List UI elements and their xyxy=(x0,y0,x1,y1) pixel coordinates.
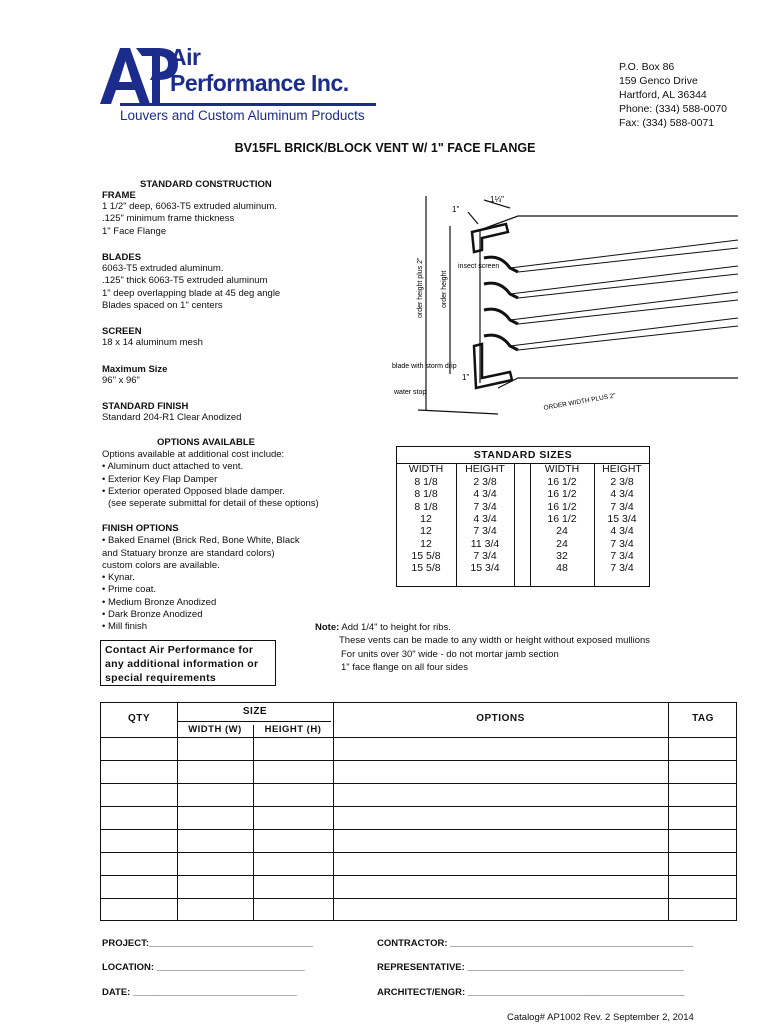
contact-line: special requirements xyxy=(105,672,217,684)
order-row-divider xyxy=(101,783,736,784)
company-name-line1: Air xyxy=(170,44,201,70)
sizes-cell: 4 3/4 xyxy=(610,525,634,538)
sizes-cell: 7 3/4 xyxy=(610,500,634,513)
sizes-cell: 16 1/2 xyxy=(547,476,577,488)
sizes-cell: 2 3/8 xyxy=(610,476,634,488)
sizes-cell: 4 3/4 xyxy=(473,512,497,525)
blades-line: 6063-T5 extruded aluminum. xyxy=(102,263,224,274)
finish-option-item: • Kynar. xyxy=(102,572,135,584)
finish-option-item: • Baked Enamel (Brick Red, Bone White, Black xyxy=(102,535,300,547)
overall-width-label: ORDER WIDTH PLUS 2" xyxy=(543,392,617,412)
finish-option-item: • Medium Bronze Anodized xyxy=(102,596,217,608)
sizes-cell: 4 3/4 xyxy=(610,488,634,501)
sizes-cell: 11 3/4 xyxy=(470,537,500,550)
construction-finish xyxy=(102,401,241,424)
sizes-cell: 7 3/4 xyxy=(610,562,634,575)
maxsize-line: 96" x 96" xyxy=(102,375,140,386)
sizes-col-divider xyxy=(514,464,515,587)
construction-frame xyxy=(102,190,277,238)
architect-field[interactable]: ARCHITECT/ENGR: _________________________________________ xyxy=(377,987,685,998)
sizes-cell: 12 xyxy=(420,512,432,525)
date-field[interactable]: DATE: _______________________________ xyxy=(102,987,297,998)
project-field[interactable]: PROJECT:_______________________________ xyxy=(102,938,313,949)
note-line xyxy=(315,621,650,634)
note-label: Note: xyxy=(315,622,340,633)
sizes-cell: 15 5/8 xyxy=(411,562,441,575)
sizes-cell: 12 xyxy=(420,537,432,550)
representative-field[interactable]: REPRESENTATIVE: _________________________________________ xyxy=(377,962,685,973)
sizes-cell: 7 3/4 xyxy=(610,549,634,562)
sizes-cell: 2 3/8 xyxy=(473,476,497,488)
frame-line: .125" minimum frame thickness xyxy=(102,213,235,225)
sizes-cell: 4 3/4 xyxy=(473,488,497,501)
width-header: WIDTH (W) xyxy=(188,724,242,735)
finish-line: Standard 204-R1 Clear Anodized xyxy=(102,412,242,423)
screen-label: SCREEN xyxy=(102,326,142,337)
blades-line: .125" thick 6063-T5 extruded aluminum xyxy=(102,275,268,287)
note-text: Add 1/4" to height for ribs. xyxy=(341,622,451,633)
construction-blades xyxy=(102,252,280,312)
order-row-divider xyxy=(177,721,331,722)
insect-screen-label: insect screen xyxy=(458,263,500,270)
sizes-cell: 7 3/4 xyxy=(610,537,634,550)
finish-option-item: custom colors are available. xyxy=(102,559,220,571)
frame-line: 1 1/2" deep, 6063-T5 extruded aluminum. xyxy=(102,201,278,212)
order-row-divider xyxy=(101,898,736,899)
finish-option-item: • Dark Bronze Anodized xyxy=(102,609,203,621)
sizes-cell: 12 xyxy=(420,525,432,538)
address-line: Phone: (334) 588-0070 xyxy=(619,103,727,115)
finish-option-item: • Mill finish xyxy=(102,621,148,633)
screen-line: 18 x 14 aluminum mesh xyxy=(102,337,203,348)
size-header: SIZE xyxy=(242,706,268,717)
blades-line: Blades spaced on 1" centers xyxy=(102,299,223,311)
order-row-divider xyxy=(101,737,736,738)
sizes-cell: 8 1/8 xyxy=(414,476,438,488)
qty-header: QTY xyxy=(127,713,151,724)
tag-header: TAG xyxy=(692,713,714,724)
sizes-header-cell: HEIGHT xyxy=(602,463,642,475)
construction-heading: STANDARD CONSTRUCTION xyxy=(140,179,272,190)
company-name-line2: Performance Inc. xyxy=(170,70,349,96)
option-item: (see seperate submittal for detail of these options) xyxy=(108,498,319,510)
finish-label: STANDARD FINISH xyxy=(102,401,189,412)
order-table xyxy=(100,702,737,921)
frame-label: FRAME xyxy=(102,190,136,201)
sizes-cell: 15 3/4 xyxy=(607,512,637,525)
note-line: For units over 30" wide - do not mortar jamb section xyxy=(341,648,559,660)
options-heading: OPTIONS AVAILABLE xyxy=(157,437,255,448)
dim-flange-label: 1" xyxy=(452,205,460,214)
sizes-cell: 15 3/4 xyxy=(470,562,500,575)
sizes-header-cell: HEIGHT xyxy=(465,463,505,475)
order-row-divider xyxy=(101,760,736,761)
address-line: P.O. Box 86 xyxy=(619,61,675,73)
order-col-divider xyxy=(253,725,254,920)
sizes-cell: 16 1/2 xyxy=(547,512,577,525)
note-line: 1" face flange on all four sides xyxy=(341,662,468,674)
height-header: HEIGHT (H) xyxy=(264,724,322,735)
note xyxy=(315,621,650,675)
dim-bottom-label: 1" xyxy=(462,373,470,382)
address-line: Hartford, AL 36344 xyxy=(619,89,707,101)
sizes-cell: 48 xyxy=(556,562,568,575)
contact-line: Contact Air Performance for xyxy=(105,644,254,656)
contact-line: any additional information or xyxy=(105,658,259,670)
order-height-label: order height xyxy=(441,270,448,308)
order-row-divider xyxy=(101,852,736,853)
blades-line: 1" deep overlapping blade at 45 deg angle xyxy=(102,287,281,299)
finish-option-item: • Prime coat. xyxy=(102,584,157,596)
page-title: BV15FL BRICK/BLOCK VENT W/ 1" FACE FLANGE xyxy=(234,141,536,155)
address-line: 159 Genco Drive xyxy=(619,75,698,87)
options-header: OPTIONS xyxy=(476,713,525,724)
sizes-cell: 24 xyxy=(556,525,568,538)
catalog-footer: Catalog# AP1002 Rev. 2 September 2, 2014 xyxy=(507,1012,694,1023)
sizes-cell: 7 3/4 xyxy=(473,549,497,562)
sizes-cell: 8 1/8 xyxy=(414,488,438,501)
options-intro: Options available at additional cost include: xyxy=(102,449,285,460)
sizes-cell: 7 3/4 xyxy=(473,525,497,538)
order-col-divider xyxy=(333,703,334,920)
contractor-field[interactable]: CONTRACTOR: ______________________________________________ xyxy=(377,938,694,949)
construction-screen xyxy=(102,326,203,349)
order-row-divider xyxy=(101,806,736,807)
order-height-plus-label: order height plus 2" xyxy=(417,257,424,318)
options-list xyxy=(102,449,319,510)
company-address xyxy=(619,60,727,130)
option-item: • Exterior Key Flap Damper xyxy=(102,473,218,485)
sizes-cell: 8 1/8 xyxy=(414,500,438,513)
sizes-cell: 24 xyxy=(556,537,568,550)
company-tagline: Louvers and Custom Aluminum Products xyxy=(120,108,365,123)
finish-options-heading: FINISH OPTIONS xyxy=(102,523,179,534)
dim-top-label: 1⅓" xyxy=(490,195,504,204)
order-row-divider xyxy=(101,875,736,876)
sizes-cell: 7 3/4 xyxy=(473,500,497,513)
water-stop-label: water stop xyxy=(394,389,427,396)
vent-diagram xyxy=(392,188,738,420)
frame-line: 1" Face Flange xyxy=(102,225,167,237)
sizes-header-cell: WIDTH xyxy=(544,463,580,475)
order-row-divider xyxy=(101,829,736,830)
order-col-divider xyxy=(177,703,178,920)
blade-drip-label: blade with storm drip xyxy=(392,363,457,370)
construction-maxsize xyxy=(102,364,167,387)
standard-sizes-title: STANDARD SIZES xyxy=(473,449,573,461)
finish-options xyxy=(102,523,300,634)
location-field[interactable]: LOCATION: ____________________________ xyxy=(102,962,305,973)
finish-option-item: and Statuary bronze are standard colors) xyxy=(102,547,275,559)
order-col-divider xyxy=(668,703,669,920)
sizes-header-cell: WIDTH xyxy=(408,463,444,475)
sizes-cell: 16 1/2 xyxy=(547,500,577,513)
address-line: Fax: (334) 588-0071 xyxy=(619,117,715,129)
logo-rule xyxy=(120,103,376,106)
sizes-cell: 32 xyxy=(556,549,568,562)
option-item: • Aluminum duct attached to vent. xyxy=(102,461,244,473)
contact-box xyxy=(100,640,276,686)
maxsize-label: Maximum Size xyxy=(102,364,168,375)
sizes-cell: 16 1/2 xyxy=(547,488,577,501)
sizes-cell: 15 5/8 xyxy=(411,549,441,562)
option-item: • Exterior operated Opposed blade damper. xyxy=(102,485,285,497)
blades-label: BLADES xyxy=(102,252,142,263)
note-line: These vents can be made to any width or height without exposed mullions xyxy=(339,635,651,647)
